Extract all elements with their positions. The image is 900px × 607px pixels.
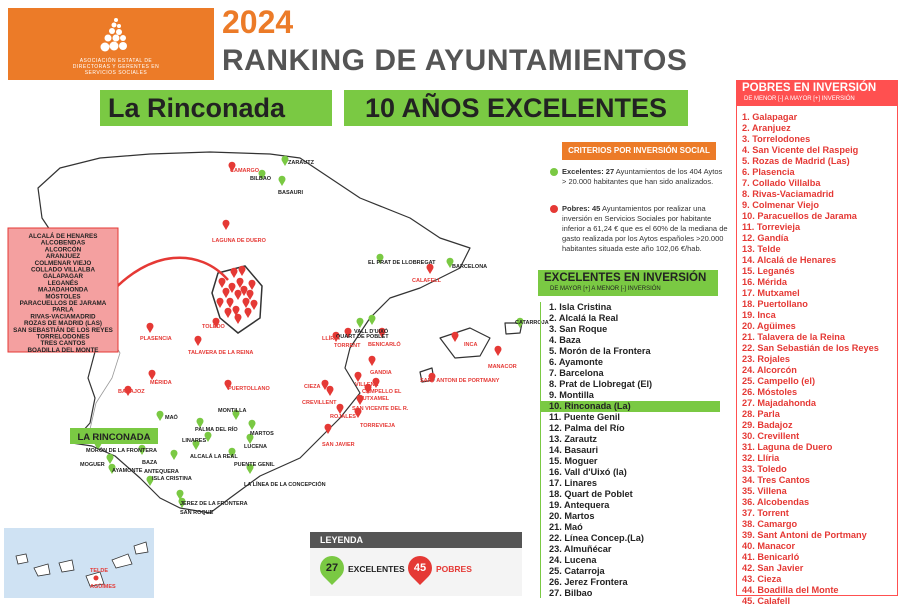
excelente-map-label: LUCENA [244,444,267,450]
pobre-map-label: BENICARLÓ [368,342,401,348]
pobre-item: 33. Toledo [742,464,787,474]
excelente-map-label: ANTEQUERA [144,469,179,475]
excelente-item: 10. Rinconada (La) [541,401,720,412]
pobre-item: 10. Paracuellos de Jarama [742,211,857,221]
pobre-marker [369,356,376,366]
pobre-item: 29. Badajoz [742,420,793,430]
pobre-item: 3. Torrelodones [742,134,811,144]
excelente-item: 4. Baza [549,335,581,345]
excelente-item: 20. Martos [549,511,595,521]
pobre-map-label: VILLENA [355,382,379,388]
pobre-item: 39. Sant Antoni de Portmany [742,530,867,540]
pobre-map-label: LLÍRIA [322,336,340,342]
pobre-map-label: PUERTOLLANO [228,386,270,392]
pobre-item: 34. Tres Cantos [742,475,810,485]
pobre-item: 28. Parla [742,409,780,419]
excelentes-legend-label: EXCELENTES [348,564,405,574]
pobre-pin-icon [550,205,558,213]
pobre-item: 24. Alcorcón [742,365,797,375]
pobre-map-label: MUTXAMEL [358,396,390,402]
pobre-map-label: SAN JAVIER [322,442,355,448]
madrid-list-item: LEGANÉS [47,279,79,287]
pobre-item: 4. San Vicente del Raspeig [742,145,859,155]
pobre-item: 6. Plasencia [742,167,795,177]
madrid-list-item: BOADILLA DEL MONTE [27,346,99,354]
pobre-map-label: TORRENT [334,343,361,349]
excelente-item: 2. Alcalá la Real [549,313,619,323]
pobre-map-label: MÉRIDA [150,380,172,386]
excelente-item: 7. Barcelona [549,368,604,378]
excelente-item: 9. Montilla [549,390,594,400]
pobre-map-label: GANDIA [370,370,392,376]
pobre-map-label: CAMARGO [230,168,260,174]
madrid-list-item: COLLADO VILLALBA [30,266,96,274]
pobre-item: 23. Rojales [742,354,791,364]
pobre-map-label: BADAJOZ [118,389,145,395]
aguimes-label: AGÜIMES [90,584,116,590]
excelente-item: 22. Línea Concep.(La) [549,533,644,543]
excelente-pin-icon [550,168,558,176]
pobre-item: 12. Gandía [742,233,789,243]
excelentes-subheading: DE MAYOR [+] A MENOR [-] INVERSIÓN [550,286,661,292]
pobre-map-label: CAMPELLO EL [362,389,402,395]
pobre-map-label: CALAFELL [412,278,442,284]
excelente-map-label: EL PRAT DE LLOBREGAT [368,260,436,266]
canary-islands-inset [4,528,154,598]
pobre-map-label: INCA [464,342,478,348]
excelente-map-label: AYAMONTE [112,468,143,474]
rinconada-label: LA RINCONADA [77,432,151,443]
excelente-map-label: VALL D'UIXÓ [354,329,389,335]
excelente-map-label: CATARROJA [515,320,549,326]
pobre-item: 31. Laguna de Duero [742,442,833,452]
pobre-map-label: TOLEDO [202,324,225,330]
ten-years-banner: 10 AÑOS EXCELENTES [344,90,688,126]
excelente-item: 27. Bilbao [549,588,593,598]
excelente-item: 3. San Roque [549,324,608,334]
excelente-item: 19. Antequera [549,500,610,510]
pobre-map-label: CREVILLENT [302,400,337,406]
excelente-map-label: MONTILLA [218,408,247,414]
excelente-item: 23. Almuñécar [549,544,612,554]
excelente-item: 26. Jerez Frontera [549,577,628,587]
pobre-item: 9. Colmenar Viejo [742,200,819,210]
pobres-count: 45 [413,562,427,574]
excelente-map-label: ALCALÁ LA REAL [190,454,238,460]
pobre-item: 19. Inca [742,310,776,320]
excelente-item: 18. Quart de Poblet [549,489,633,499]
pobre-item: 18. Puertollano [742,299,808,309]
madrid-list-item: ALCALÁ DE HENARES [28,233,98,240]
excelente-marker [369,315,376,325]
pobre-map-label: SANT ANTONI DE PORTMANY [420,378,500,384]
pobres-heading: POBRES EN INVERSIÓN [742,82,877,94]
logo-dots-icon [100,16,130,56]
city-banner: La Rinconada [100,90,332,126]
excelente-item: 1. Isla Cristina [549,302,612,312]
legend-heading: LEYENDA [310,532,522,548]
excelente-map-label: PALMA DEL RÍO [195,427,238,433]
pobres-subheading: DE MENOR [-] A MAYOR [+] INVERSIÓN [744,96,855,102]
pobre-item: 21. Talavera de la Reina [742,332,845,342]
pobre-item: 27. Majadahonda [742,398,817,408]
excelentes-heading: EXCELENTES EN INVERSIÓN [544,272,707,284]
pobre-marker [494,346,501,356]
pobre-item: 17. Mutxamel [742,288,800,298]
pobres-list [742,112,898,607]
excelente-map-label: BAZA [142,460,158,466]
excelente-item: 12. Palma del Río [549,423,625,433]
excelente-item: 11. Puente Genil [549,412,620,422]
madrid-list-item: TORRELODONES [36,333,90,341]
pobre-map-label: CIEZA [304,384,321,390]
pobre-item: 26. Móstoles [742,387,798,397]
madrid-list-item: MÓSTOLES [45,293,81,301]
excelente-map-label: ZARAUTZ [288,160,314,166]
criteria-heading: CRITERIOS POR INVERSIÓN SOCIAL [562,142,716,160]
pobre-item: 35. Villena [742,486,787,496]
pobre-map-label: MANACOR [488,364,517,370]
association-logo [8,8,214,80]
madrid-list-item: ARANJUEZ [45,253,81,261]
pobre-item: 16. Mérida [742,277,787,287]
excelente-item: 25. Catarroja [549,566,605,576]
madrid-list-item: TRES CANTOS [40,340,86,348]
pobre-item: 37. Torrent [742,508,789,518]
excelentes-list [540,302,720,598]
pobre-item: 5. Rozas de Madrid (Las) [742,156,850,166]
pobre-item: 41. Benicarló [742,552,800,562]
excelente-item: 16. Vall d'Uixó (la) [549,467,627,477]
pobre-item: 44. Boadilla del Monte [742,585,839,595]
pobre-item: 45. Calafell [742,596,791,606]
excelente-map-label: JEREZ DE LA FRONTERA [180,501,248,507]
madrid-list-item: SAN SEBASTIÁN DE LOS REYES [13,326,113,334]
excelente-item: 8. Prat de Llobregat (El) [549,379,653,389]
pobre-item: 36. Alcobendas [742,497,810,507]
excelente-map-label: BARCELONA [452,264,488,270]
excelente-map-label: QUART DE POBLET [336,334,389,340]
madrid-list-item: COLMENAR VIEJO [34,259,92,267]
excelente-map-label: BASAURI [278,190,304,196]
pobre-item: 25. Campello (el) [742,376,816,386]
telde-label: TELDE [90,568,109,574]
pobre-map-label: LAGUNA DE DUERO [212,238,266,244]
pobres-heading-box [736,80,898,106]
pobre-item: 38. Camargo [742,519,798,529]
madrid-list-item: ALCORCÓN [44,246,82,254]
madrid-list-item: PARACUELLOS DE JARAMA [19,300,107,307]
excelente-map-label: BILBAO [250,176,272,182]
pobre-item: 13. Telde [742,244,781,254]
pobre-item: 7. Collado Villalba [742,178,821,188]
pobre-map-label: SAN VICENTE DEL R. [352,406,409,412]
pobre-marker [355,372,362,382]
excelente-marker [107,454,114,464]
pobre-item: 1. Galapagar [742,112,798,122]
pobre-item: 14. Alcalá de Henares [742,255,837,265]
criteria-excelentes: Excelentes: 27 Ayuntamientos de los 404 Aytos > 20.000 habitantes que han sido analizados. [562,167,723,186]
pobre-map-label: TALAVERA DE LA REINA [188,350,254,356]
madrid-list-item: MAJADAHONDA [37,286,89,294]
logo-text: ASOCIACIÓN ESTATAL DE DIRECTORAS Y GERENTES EN SERVICIOS SOCIALES [72,58,160,76]
excelente-map-label: MOGUER [80,462,105,468]
pobre-item: 22. San Sebastián de los Reyes [742,343,879,353]
excelente-map-label: LINARES [182,438,207,444]
excelentes-count: 27 [325,562,339,574]
pobre-item: 11. Torrevieja [742,222,801,232]
excelente-item: 21. Maó [549,522,583,532]
pobre-map-label: ROJALES [330,414,356,420]
pobre-item: 20. Agüimes [742,321,796,331]
madrid-list-item: RIVAS-VACIAMADRID [30,313,96,321]
pobre-map-label: TORREVIEJA [360,423,396,429]
excelente-item: 15. Moguer [549,456,598,466]
pobre-item: 8. Rivas-Vaciamadrid [742,189,834,199]
madrid-list-item: ROZAS DE MADRID (LAS) [23,320,103,328]
pobre-item: 43. Cieza [742,574,782,584]
madrid-list-item: GALAPAGAR [42,273,84,281]
madrid-list-item: PARLA [52,306,74,314]
criteria-pobres: Pobres: 45 Ayuntamientos por realizar una inversión en Servicios Sociales por habitante inferior a 61,24 € que es el 60% de la mediana de gasto realizada por los Aytos españoles >20.000 habitantes situada este año 102,06 €/hab. [562,204,728,253]
pobre-item: 2. Aranjuez [742,123,791,133]
excelente-item: 14. Basauri [549,445,599,455]
excelente-item: 6. Ayamonte [549,357,603,367]
pobres-legend-label: POBRES [436,564,472,574]
excelente-map-label: LA LÍNEA DE LA CONCEPCIÓN [244,482,326,488]
excelente-item: 17. Linares [549,478,598,488]
excelente-map-label: MORÓN DE LA FRONTERA [86,448,157,454]
canary-islands-map [4,528,154,598]
excelente-item: 5. Morón de la Frontera [549,346,651,356]
excelente-map-label: MAÓ [165,415,178,421]
year-heading: 2024 [222,4,294,40]
excelente-item: 13. Zarautz [549,434,597,444]
pobre-map-label: PLASENCIA [140,336,172,342]
excelente-map-label: PUENTE GENIL [234,462,275,468]
pobre-item: 15. Leganés [742,266,795,276]
excelente-map-label: ISLA CRISTINA [152,476,192,482]
excelentes-heading-box [538,270,718,296]
pobre-item: 32. Llíria [742,453,780,463]
page-title: RANKING DE AYUNTAMIENTOS [222,44,688,77]
excelente-map-label: SAN ROQUE [180,510,214,516]
pobre-item: 30. Crevillent [742,431,800,441]
pobre-item: 42. San Javier [742,563,804,573]
excelente-item: 24. Lucena [549,555,597,565]
pobre-item: 40. Manacor [742,541,796,551]
madrid-list-item: ALCOBENDAS [40,239,86,247]
excelente-map-label: MARTOS [250,431,274,437]
